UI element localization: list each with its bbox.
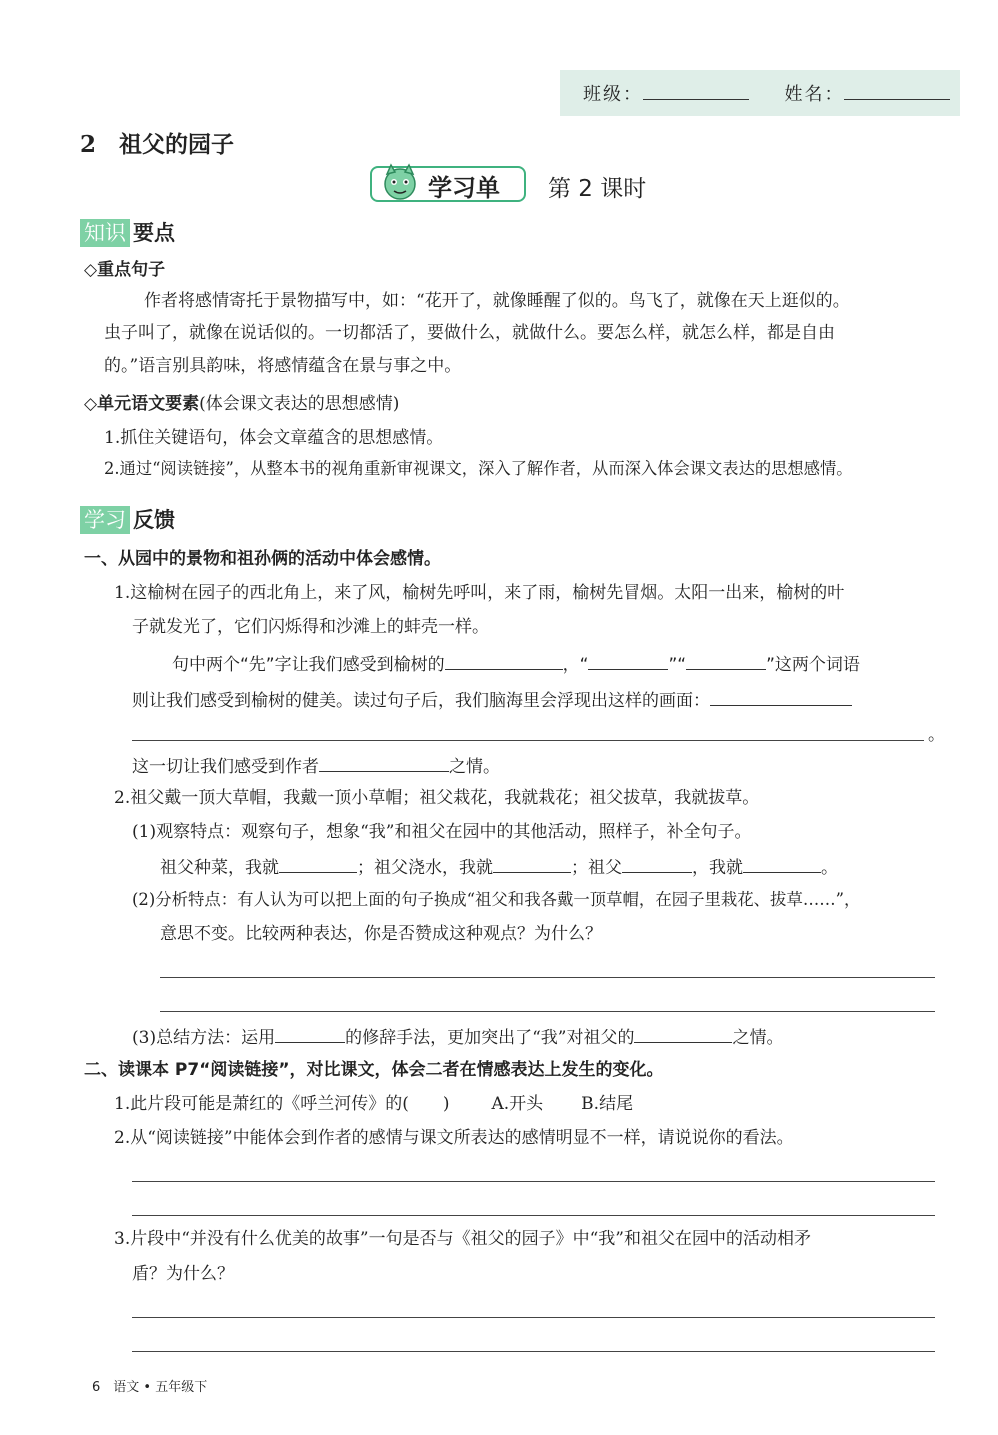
- q2-answer-line-1[interactable]: [160, 977, 935, 978]
- lesson-title: 2 祖父的园子: [80, 131, 235, 158]
- q1-line-1: 1.这榆树在园子的西北角上，来了风，榆树先呼叫，来了雨，榆树先冒烟。太阳一出来，榆树的叶: [114, 583, 845, 603]
- q2-sub3: (3)总结方法：运用 的修辞手法，更加突出了“我”对祖父的 之情。: [132, 1024, 783, 1049]
- knowledge-section-tag: 知识 要点: [80, 219, 175, 247]
- q1-fill-b: 则让我们感受到榆树的健美。读过句子后，我们脑海里会浮现出这样的画面：: [132, 687, 852, 712]
- name-label: 姓名：: [784, 84, 845, 105]
- option-b[interactable]: B.结尾: [581, 1094, 634, 1114]
- q1-fill-a: 句中两个“先”字让我们感受到榆树的 ，“ ”“ ”这两个词语: [172, 651, 860, 676]
- tiger-mascot-icon: [378, 162, 422, 202]
- p2-q3-line-2: 盾？为什么？: [132, 1264, 234, 1284]
- page-footer: 6 语文 • 五年级下: [92, 1380, 208, 1395]
- key-sentence-line-2: 虫子叫了，就像在说话似的。一切都活了，要做什么，就做什么。要怎么样，就怎么样，都是自由: [104, 323, 835, 343]
- q2-sub1: (1)观察特点：观察句子，想象“我”和祖父在园中的其他活动，照样子，补全句子。: [132, 822, 752, 842]
- student-info: [583, 80, 950, 106]
- worksheet-label: 学习单: [428, 174, 500, 202]
- unit-heading: ◇单元语文要素(体会课文表达的思想感情): [84, 394, 400, 414]
- key-sentence-line-1: 作者将感情寄托于景物描写中，如：“花开了，就像睡醒了似的。鸟飞了，就像在天上逛似的。: [144, 291, 850, 311]
- q2-blank-1[interactable]: [279, 854, 357, 873]
- q2-sub1-fill: 祖父种菜，我就 ；祖父浇水，我就 ；祖父 ，我就 。: [160, 854, 838, 879]
- worksheet-badge: [358, 162, 528, 202]
- feedback-section-tag: 学习 反馈: [80, 506, 175, 534]
- q2-answer-line-2[interactable]: [160, 1011, 935, 1012]
- q2-sub2-line-1: (2)分析特点：有人认为可以把上面的句子换成“祖父和我各戴一顶草帽，在园子里栽花、拔草……”，: [132, 890, 861, 909]
- name-field[interactable]: [844, 81, 950, 100]
- q1-period: 。: [928, 725, 945, 745]
- q1-blank-3[interactable]: [686, 651, 766, 670]
- p2-q2: 2.从“阅读链接”中能体会到作者的感情与课文所表达的感情明显不一样，请说说你的看法。: [114, 1128, 794, 1148]
- p2-q3-answer-line-2[interactable]: [132, 1351, 935, 1352]
- q1-blank-2[interactable]: [588, 651, 668, 670]
- key-sentence-heading: ◇重点句子: [84, 260, 166, 280]
- p2-q2-answer-line-2[interactable]: [132, 1215, 935, 1216]
- q2-blank-2[interactable]: [493, 854, 571, 873]
- q1-blank-4[interactable]: [710, 687, 852, 706]
- q1-blank-1[interactable]: [445, 651, 563, 670]
- part1-heading: 一、从园中的景物和祖孙俩的活动中体会感情。: [84, 549, 441, 569]
- q2-blank-3[interactable]: [622, 854, 692, 873]
- q2-blank-6[interactable]: [634, 1024, 732, 1043]
- q1-answer-line[interactable]: [132, 740, 924, 741]
- q2-sub2-line-2: 意思不变。比较两种表达，你是否赞成这种观点？为什么？: [160, 924, 602, 944]
- q1-blank-5[interactable]: [319, 753, 449, 772]
- class-field[interactable]: [643, 81, 749, 100]
- part2-heading: 二、读课本 P7“阅读链接”，对比课文，体会二者在情感表达上发生的变化。: [84, 1060, 664, 1080]
- q2-blank-5[interactable]: [275, 1024, 345, 1043]
- p2-q1: 1.此片段可能是萧红的《呼兰河传》的( ) A.开头 B.结尾: [114, 1094, 634, 1114]
- key-sentence-line-3: 的。”语言别具韵味，将感情蕴含在景与事之中。: [104, 356, 462, 376]
- unit-item-2: 2.通过“阅读链接”，从整本书的视角重新审视课文，深入了解作者，从而深入体会课文表达的思想感情。: [104, 459, 853, 478]
- q2-blank-4[interactable]: [743, 854, 821, 873]
- option-a[interactable]: A.开头: [491, 1094, 544, 1114]
- q2-line: 2.祖父戴一顶大草帽，我戴一顶小草帽；祖父栽花，我就栽花；祖父拔草，我就拔草。: [114, 788, 760, 808]
- unit-item-1: 1.抓住关键语句，体会文章蕴含的思想感情。: [104, 428, 444, 448]
- lesson-period: 第 2 课时: [548, 176, 647, 202]
- class-label: 班级：: [583, 84, 643, 105]
- p2-q3-answer-line-1[interactable]: [132, 1317, 935, 1318]
- q1-fill-d: 这一切让我们感受到作者 之情。: [132, 753, 500, 778]
- p2-q3-line-1: 3.片段中“并没有什么优美的故事”一句是否与《祖父的园子》中“我”和祖父在园中的活动相矛: [114, 1229, 811, 1249]
- q1-line-2: 子就发光了，它们闪烁得和沙滩上的蚌壳一样。: [132, 617, 489, 637]
- p2-q2-answer-line-1[interactable]: [132, 1181, 935, 1182]
